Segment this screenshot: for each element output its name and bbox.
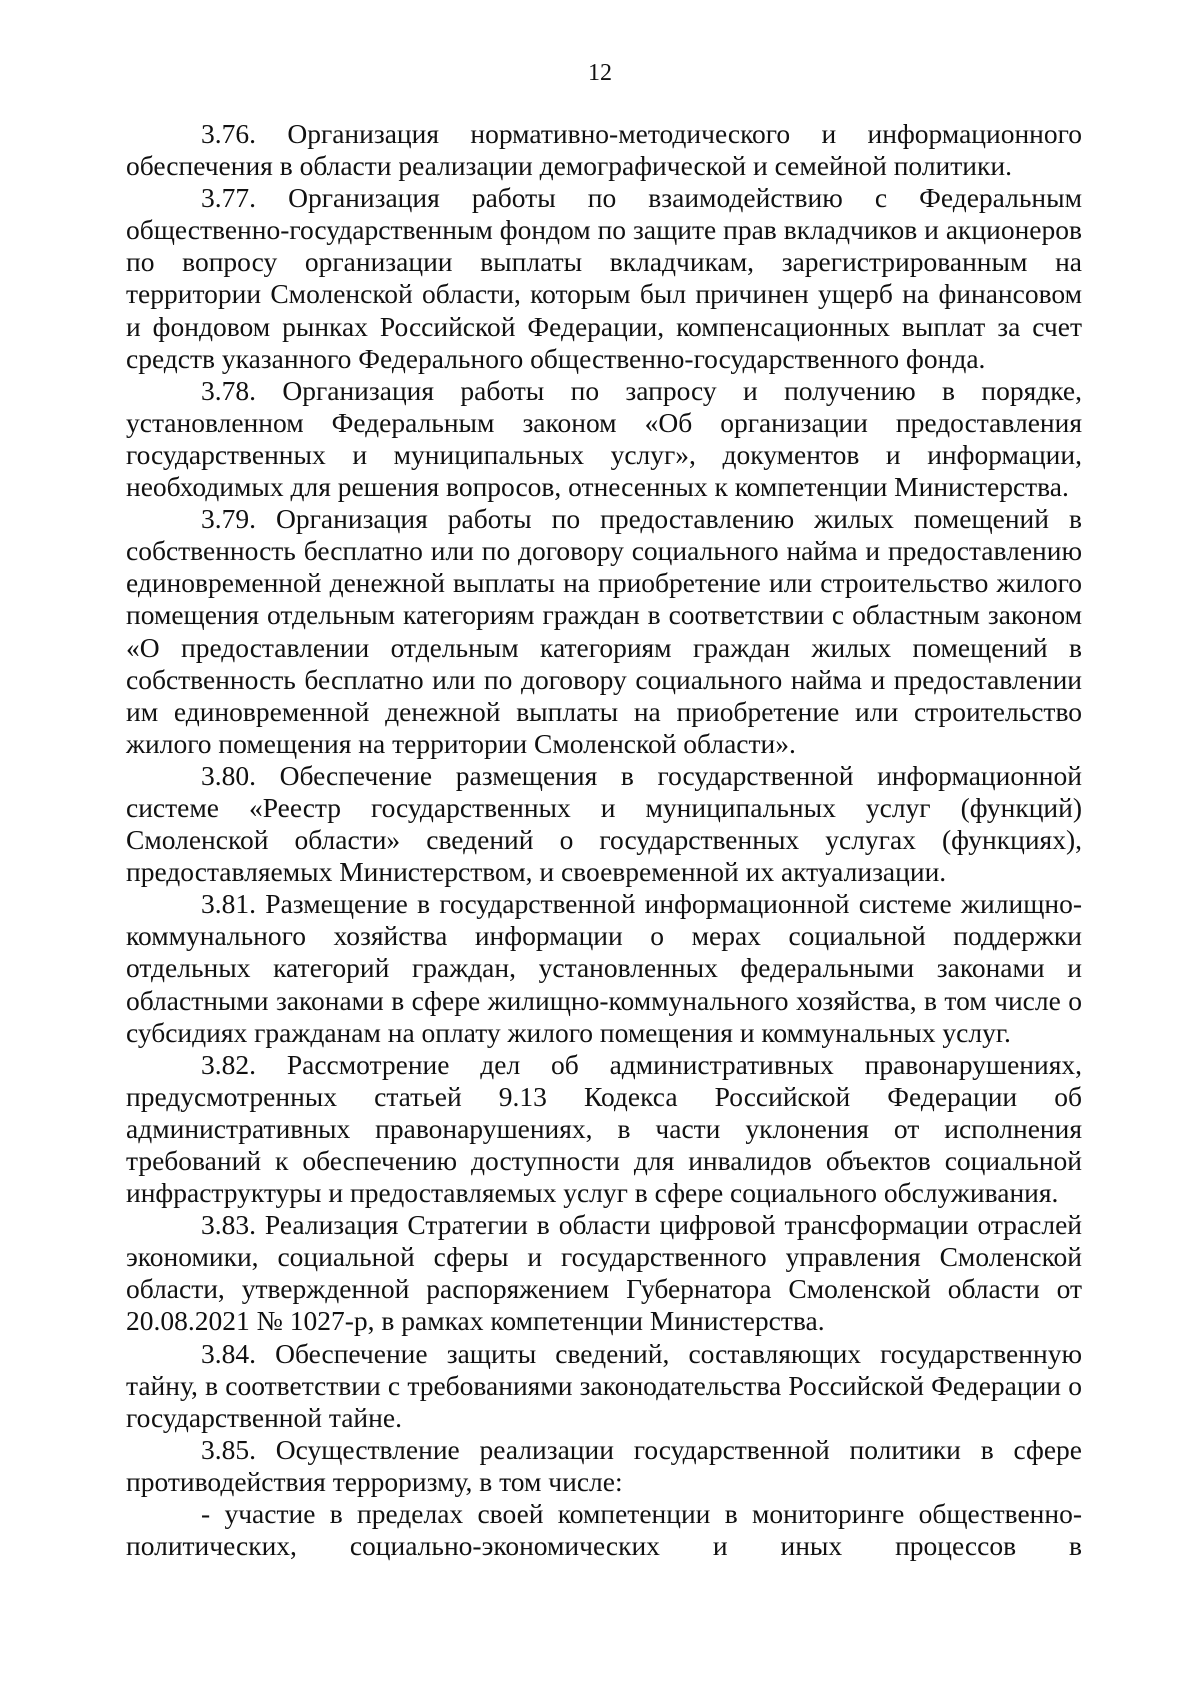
list-item-participation: - участие в пределах своей компетенции в мониторинге общественно-политических, социально-экономических и иных процессов в [126, 1498, 1082, 1562]
paragraph-3-80: 3.80. Обеспечение размещения в государственной информационной системе «Реестр государственных и муниципальных услуг (функций) Смоленской области» сведений о государственных услугах (функциях), предоставляемых Министерством, и своевременной их актуализации. [126, 759, 1082, 888]
paragraph-3-85: 3.85. Осуществление реализации государственной политики в сфере противодействия терроризму, в том числе: [126, 1433, 1082, 1497]
paragraph-3-83: 3.83. Реализация Стратегии в области цифровой трансформации отраслей экономики, социальной сферы и государственного управления Смоленской области, утвержденной распоряжением Губернатора Смоленской области от 20.08.2021 № 1027-р, в рамках компетенции Министерства. [126, 1209, 1082, 1337]
paragraph-3-78: 3.78. Организация работы по запросу и получению в порядке, установленном Федеральным законом «Об организации предоставления государственных и муниципальных услуг», документов и информации, необходимых для решения вопросов, отнесенных к компетенции Министерства. [126, 374, 1082, 503]
paragraph-3-82: 3.82. Рассмотрение дел об административных правонарушениях, предусмотренных статьей 9.13 Кодекса Российской Федерации об административных правонарушениях, в части уклонения от исполнения требований к обеспечению доступности для инвалидов объектов социальной инфраструктуры и предоставляемых услуг в сфере социального обслуживания. [126, 1048, 1082, 1209]
document-body [126, 118, 1082, 1562]
paragraph-3-84: 3.84. Обеспечение защиты сведений, составляющих государственную тайну, в соответствии с требованиями законодательства Российской Федерации о государственной тайне. [126, 1337, 1082, 1433]
page-number: 12 [588, 60, 612, 86]
paragraph-3-79: 3.79. Организация работы по предоставлению жилых помещений в собственность бесплатно или по договору социального найма и предоставлению единовременной денежной выплаты на приобретение или строительство жилого помещения отдельным категориям граждан в соответствии с областным законом «О предоставлении отдельным категориям граждан жилых помещений в собственность бесплатно или по договору социального найма и предоставлении им единовременной денежной выплаты на приобретение или строительство жилого помещения на территории Смоленской области». [126, 503, 1082, 759]
paragraph-3-77: 3.77. Организация работы по взаимодействию с Федеральным общественно-государственным фондом по защите прав вкладчиков и акционеров по вопросу организации выплаты вкладчикам, зарегистрированным на территории Смоленской области, которым был причинен ущерб на финансовом и фондовом рынках Российской Федерации, компенсационных выплат за счет средств указанного Федерального общественно-государственного фонда. [126, 182, 1082, 374]
paragraph-3-81: 3.81. Размещение в государственной информационной системе жилищно-коммунального хозяйства информации о мерах социальной поддержки отдельных категорий граждан, установленных федеральными законами и областными законами в сфере жилищно-коммунального хозяйства, в том числе о субсидиях гражданам на оплату жилого помещения и коммунальных услуг. [126, 888, 1082, 1048]
paragraph-3-76: 3.76. Организация нормативно-методического и информационного обеспечения в области реализации демографической и семейной политики. [126, 118, 1082, 182]
